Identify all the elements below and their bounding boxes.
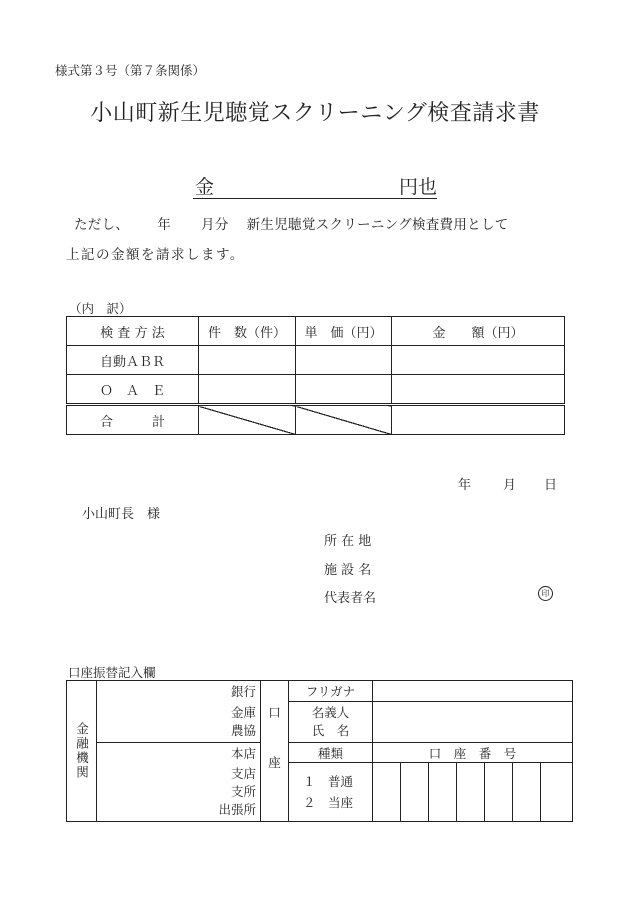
bank-type-nokyo: 農協 [230, 722, 256, 738]
header-amount: 金 額（円） [392, 317, 565, 346]
amount-suffix: 円也 [398, 176, 437, 198]
branch-types-rest [97, 763, 261, 822]
account-digit-cell[interactable] [457, 763, 485, 822]
count-cell[interactable] [199, 375, 296, 405]
bank-type-kinko-nokyo [97, 702, 261, 743]
representative-label: 代表者名 [324, 591, 377, 606]
date-day: 日 [544, 478, 558, 493]
bank-type-kinko: 金庫 [230, 704, 256, 720]
address-label: 所 在 地 [324, 534, 372, 549]
table-row [67, 375, 565, 405]
account-type-options [289, 763, 373, 822]
account-char-1: 口 [261, 681, 289, 743]
account-digit-cell[interactable] [401, 763, 429, 822]
facility-label: 施 設 名 [324, 563, 372, 578]
account-digit-cell[interactable] [373, 763, 401, 822]
amount-line [193, 172, 437, 199]
breakdown-table [66, 316, 565, 435]
amount-cell[interactable] [392, 346, 565, 375]
branch-type-shisho: 支所 [230, 783, 256, 799]
holder-label [289, 702, 373, 743]
account-number-label: 口 座 番 号 [373, 743, 573, 763]
table-row [67, 346, 565, 375]
holder-name-field[interactable] [373, 702, 573, 743]
unit-price-cell[interactable] [296, 346, 392, 375]
amount-cell[interactable] [392, 375, 565, 405]
header-unit-price: 単 価（円） [296, 317, 392, 346]
document-title: 小山町新生児聴覚スクリーニング検査請求書 [90, 101, 540, 126]
total-row [67, 405, 565, 435]
institution-label: 金融機関 [67, 681, 97, 822]
count-cell[interactable] [199, 346, 296, 375]
header-count: 件 数（件） [199, 317, 296, 346]
holder-name-text: 氏 名 [311, 723, 350, 738]
form-number: 様式第３号（第７条関係） [55, 63, 206, 78]
bank-type-ginko: 銀行 [97, 681, 261, 702]
account-section-label: 口座振替記入欄 [68, 665, 156, 680]
diagonal-cell [199, 405, 296, 435]
proviso-month: 月分 [201, 217, 229, 233]
account-type-toza[interactable]: ２ 当座 [303, 795, 354, 810]
branch-type-honten: 本店 [97, 743, 261, 763]
account-digit-cell[interactable] [541, 763, 573, 822]
account-digit-cell[interactable] [513, 763, 541, 822]
proviso-text: 新生児聴覚スクリーニング検査費用として [246, 217, 509, 233]
total-amount-cell[interactable] [392, 405, 565, 435]
method-abr: 自動ＡＢＲ [67, 346, 199, 375]
account-digit-cell[interactable] [485, 763, 513, 822]
unit-price-cell[interactable] [296, 375, 392, 405]
seal-mark: 印 [538, 586, 553, 601]
date-year: 年 [458, 478, 472, 493]
header-method: 検 査 方 法 [67, 317, 199, 346]
date-month: 月 [503, 478, 517, 493]
account-type-futsu[interactable]: １ 普通 [303, 774, 354, 789]
branch-type-shiten: 支店 [230, 765, 256, 781]
proviso-line-2: 上記の金額を請求します。 [66, 247, 245, 263]
account-char-2: 座 [261, 743, 289, 822]
method-oae: Ｏ Ａ Ｅ [67, 375, 199, 405]
addressee: 小山町長 様 [82, 507, 161, 522]
type-label: 種類 [289, 743, 373, 763]
total-label: 合 計 [67, 405, 199, 435]
amount-prefix: 金 [195, 176, 215, 198]
bank-account-table [66, 680, 573, 822]
diagonal-cell [296, 405, 392, 435]
proviso-year: 年 [157, 217, 172, 233]
breakdown-header-row [67, 317, 565, 346]
furigana-field[interactable] [373, 681, 573, 702]
branch-type-shuchojo: 出張所 [218, 801, 256, 817]
proviso-line-1 [74, 213, 509, 233]
date-line [458, 474, 557, 493]
breakdown-label: （内 訳） [69, 301, 132, 316]
proviso-lead: ただし、 [74, 217, 130, 233]
holder-text: 名義人 [311, 705, 350, 720]
furigana-label: フリガナ [289, 681, 373, 702]
account-digit-cell[interactable] [429, 763, 457, 822]
